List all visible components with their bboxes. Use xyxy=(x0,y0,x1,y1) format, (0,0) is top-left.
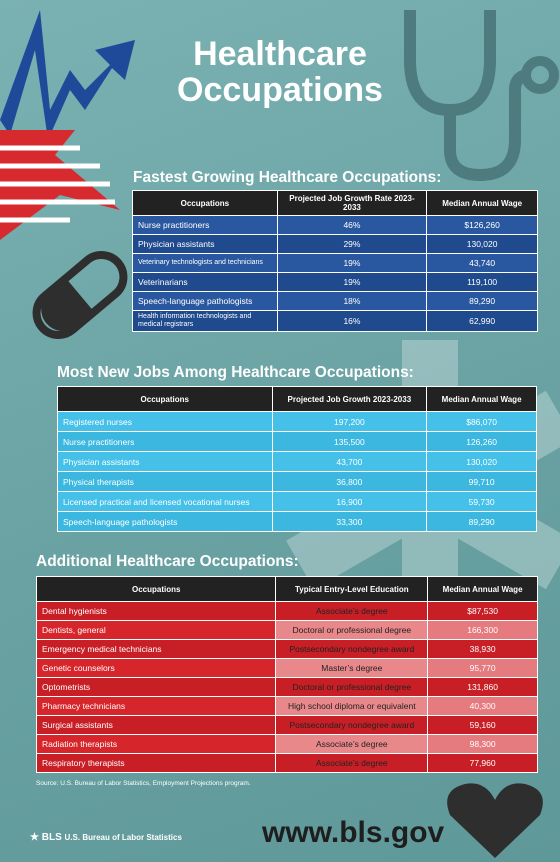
star-graph-icon xyxy=(0,10,140,250)
table-row xyxy=(133,235,538,254)
wage-cell: 62,990 xyxy=(427,311,538,332)
heart-icon xyxy=(440,780,550,860)
table-row xyxy=(58,492,537,512)
column-header: Occupations xyxy=(133,191,278,216)
occupation-cell: Veterinarians xyxy=(133,273,278,292)
occupation-cell: Radiation therapists xyxy=(37,735,276,754)
star-icon: ★ xyxy=(30,832,39,843)
stethoscope-icon xyxy=(390,0,560,190)
occupation-cell: Physician assistants xyxy=(58,452,273,472)
table-header-row xyxy=(58,387,537,412)
wage-cell: 40,300 xyxy=(428,697,538,716)
education-cell: Associate’s degree xyxy=(276,602,428,621)
table-row xyxy=(37,621,538,640)
occupation-cell: Optometrists xyxy=(37,678,276,697)
education-cell: Associate’s degree xyxy=(276,754,428,773)
table-row xyxy=(37,602,538,621)
occupation-cell: Respiratory therapists xyxy=(37,754,276,773)
table-row xyxy=(58,432,537,452)
table-row xyxy=(37,678,538,697)
occupation-cell: Speech-language pathologists xyxy=(133,292,278,311)
occupation-cell: Dentists, general xyxy=(37,621,276,640)
education-cell: Doctoral or professional degree xyxy=(276,621,428,640)
table-row xyxy=(133,216,538,235)
wage-cell: 131,860 xyxy=(428,678,538,697)
wage-cell: 77,960 xyxy=(428,754,538,773)
wage-cell: 59,730 xyxy=(427,492,537,512)
title-line2: Occupations xyxy=(177,71,383,109)
table-row xyxy=(37,754,538,773)
table-row xyxy=(58,512,537,532)
column-header: Occupations xyxy=(37,577,276,602)
title-line1: Healthcare xyxy=(193,35,367,73)
growth-rate-cell: 19% xyxy=(277,254,427,273)
occupation-cell: Pharmacy technicians xyxy=(37,697,276,716)
table-header-row xyxy=(37,577,538,602)
wage-cell: 38,930 xyxy=(428,640,538,659)
bls-logo-subtitle: U.S. Bureau of Labor Statistics xyxy=(64,833,182,842)
table-row xyxy=(133,292,538,311)
occupation-cell: Physical therapists xyxy=(58,472,273,492)
table-row xyxy=(58,412,537,432)
wage-cell: 99,710 xyxy=(427,472,537,492)
table-row xyxy=(133,254,538,273)
growth-rate-cell: 18% xyxy=(277,292,427,311)
wage-cell: 119,100 xyxy=(427,273,538,292)
wage-cell: 166,300 xyxy=(428,621,538,640)
education-cell: Postsecondary nondegree award xyxy=(276,716,428,735)
growth-rate-cell: 46% xyxy=(277,216,427,235)
occupation-cell: Licensed practical and licensed vocational nurses xyxy=(58,492,273,512)
occupation-cell: Nurse practitioners xyxy=(58,432,273,452)
source-note: Source: U.S. Bureau of Labor Statistics, Employment Projections program. xyxy=(36,780,251,787)
bls-logo xyxy=(30,832,182,843)
education-cell: Associate’s degree xyxy=(276,735,428,754)
column-header: Occupations xyxy=(58,387,273,412)
growth-rate-cell: 16% xyxy=(277,311,427,332)
occupation-cell: Nurse practitioners xyxy=(133,216,278,235)
table-row xyxy=(133,311,538,332)
education-cell: Doctoral or professional degree xyxy=(276,678,428,697)
job-growth-cell: 197,200 xyxy=(272,412,427,432)
occupation-cell: Health information technologists and medical registrars xyxy=(133,311,278,332)
wage-cell: 89,290 xyxy=(427,292,538,311)
wage-cell: 89,290 xyxy=(427,512,537,532)
occupation-cell: Veterinary technologists and technicians xyxy=(133,254,278,273)
wage-cell: 130,020 xyxy=(427,452,537,472)
job-growth-cell: 135,500 xyxy=(272,432,427,452)
job-growth-cell: 33,300 xyxy=(272,512,427,532)
table-row xyxy=(58,452,537,472)
table-row xyxy=(37,659,538,678)
wage-cell: 59,160 xyxy=(428,716,538,735)
wage-cell: 43,740 xyxy=(427,254,538,273)
wage-cell: 95,770 xyxy=(428,659,538,678)
growth-rate-cell: 19% xyxy=(277,273,427,292)
column-header: Median Annual Wage xyxy=(427,387,537,412)
table-header-row xyxy=(133,191,538,216)
section-title-most-new-jobs: Most New Jobs Among Healthcare Occupations: xyxy=(57,364,414,381)
occupation-cell: Genetic counselors xyxy=(37,659,276,678)
column-header: Projected Job Growth 2023-2033 xyxy=(272,387,427,412)
pill-icon xyxy=(20,245,140,345)
table-row xyxy=(37,697,538,716)
wage-cell: 98,300 xyxy=(428,735,538,754)
wage-cell: $126,260 xyxy=(427,216,538,235)
column-header: Typical Entry-Level Education xyxy=(276,577,428,602)
growth-rate-cell: 29% xyxy=(277,235,427,254)
page-title xyxy=(150,36,410,108)
table-row xyxy=(58,472,537,492)
column-header: Projected Job Growth Rate 2023-2033 xyxy=(277,191,427,216)
additional-occupations-table xyxy=(36,576,538,773)
wage-cell: $86,070 xyxy=(427,412,537,432)
wage-cell: 130,020 xyxy=(427,235,538,254)
occupation-cell: Speech-language pathologists xyxy=(58,512,273,532)
occupation-cell: Emergency medical technicians xyxy=(37,640,276,659)
education-cell: Postsecondary nondegree award xyxy=(276,640,428,659)
occupation-cell: Physician assistants xyxy=(133,235,278,254)
column-header: Median Annual Wage xyxy=(428,577,538,602)
table-row xyxy=(37,735,538,754)
website-link[interactable]: www.bls.gov xyxy=(262,816,445,849)
bls-logo-text: BLS xyxy=(41,832,62,843)
occupation-cell: Surgical assistants xyxy=(37,716,276,735)
table-row xyxy=(37,716,538,735)
table-row xyxy=(37,640,538,659)
table-row xyxy=(133,273,538,292)
most-new-jobs-table xyxy=(57,386,537,532)
fastest-growing-table xyxy=(132,190,538,332)
occupation-cell: Dental hygienists xyxy=(37,602,276,621)
section-title-fastest-growing: Fastest Growing Healthcare Occupations: xyxy=(133,169,442,186)
job-growth-cell: 36,800 xyxy=(272,472,427,492)
job-growth-cell: 43,700 xyxy=(272,452,427,472)
column-header: Median Annual Wage xyxy=(427,191,538,216)
education-cell: Master’s degree xyxy=(276,659,428,678)
job-growth-cell: 16,900 xyxy=(272,492,427,512)
occupation-cell: Registered nurses xyxy=(58,412,273,432)
section-title-additional: Additional Healthcare Occupations: xyxy=(36,553,299,570)
wage-cell: 126,260 xyxy=(427,432,537,452)
education-cell: High school diploma or equivalent xyxy=(276,697,428,716)
wage-cell: $87,530 xyxy=(428,602,538,621)
